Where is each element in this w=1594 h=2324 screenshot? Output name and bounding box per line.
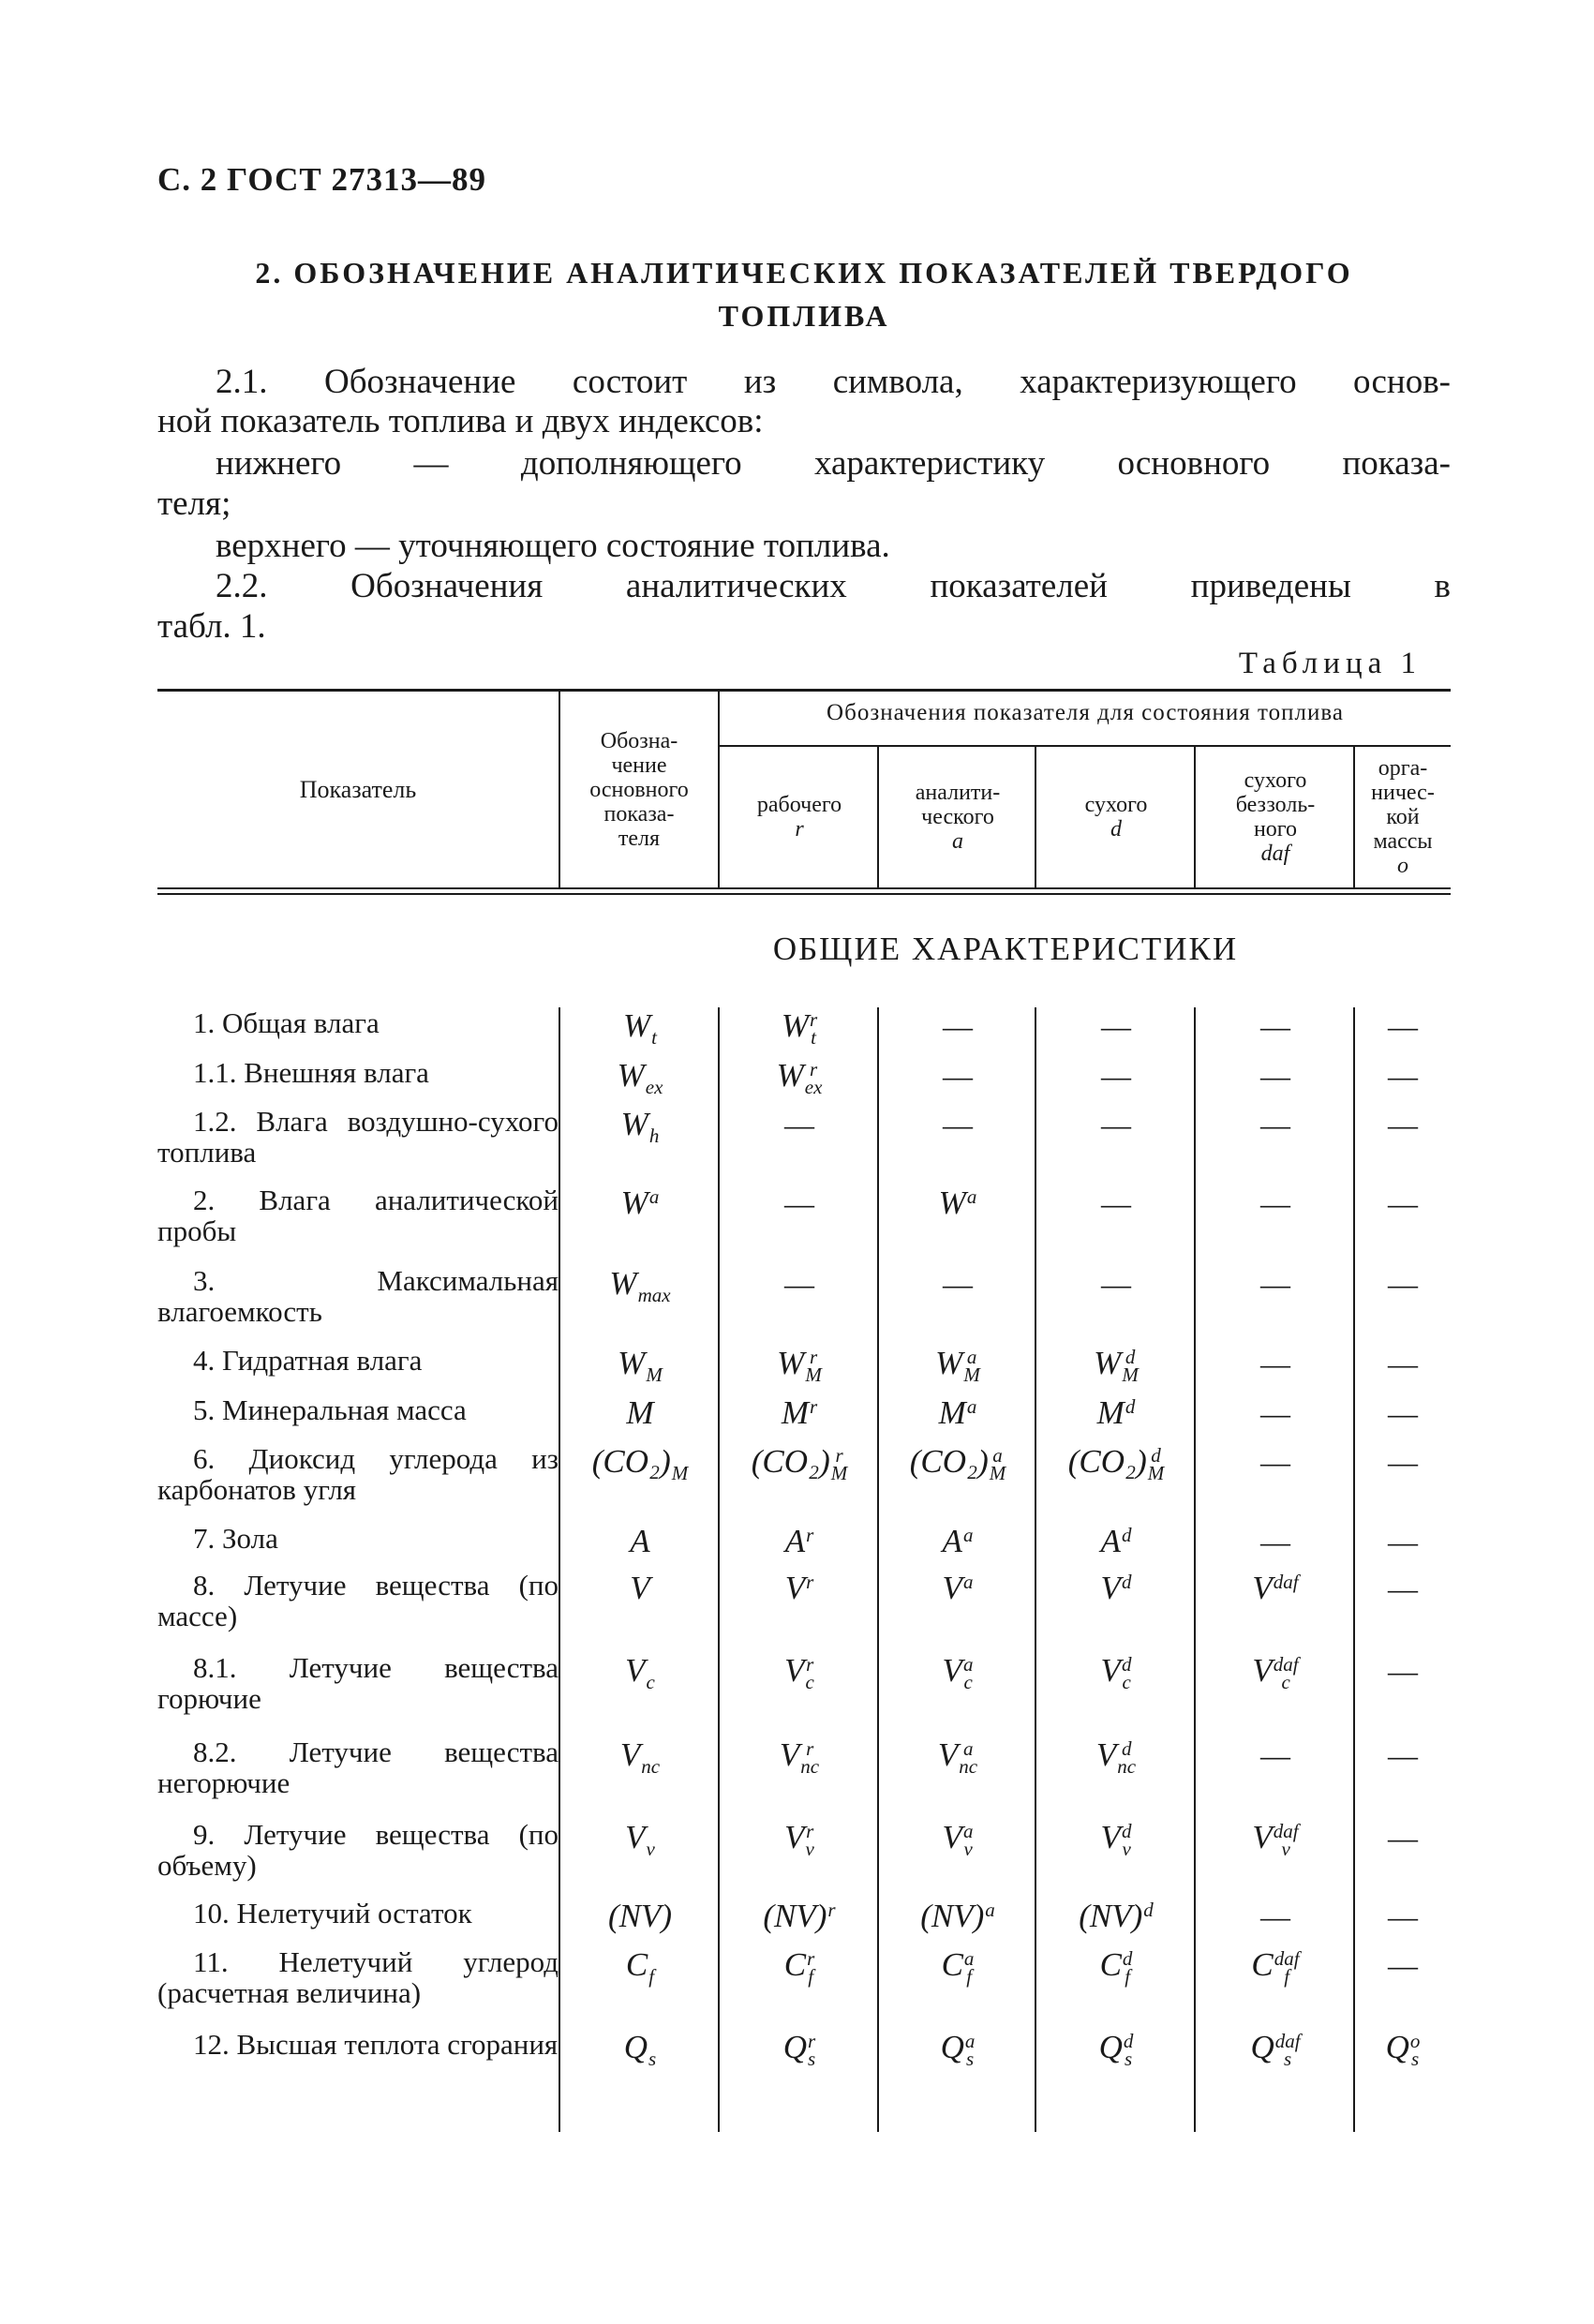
table-header-bottom-rule-2: [157, 893, 1451, 895]
state-symbol: r: [795, 817, 804, 842]
header-vline: [1194, 747, 1196, 888]
designation-r: —: [784, 1108, 814, 1141]
header-indicator: Показатель: [299, 776, 417, 803]
designation-daf: V daf v: [1252, 1819, 1299, 1860]
designation-r: W r ex: [776, 1057, 823, 1098]
paragraph-2-1-line3: нижнего — дополняющего характеристику основного показа-: [216, 444, 1451, 483]
designation-a: V a c: [942, 1652, 974, 1693]
designation-r: V r c: [784, 1652, 814, 1693]
state-label: аналити- ческого: [915, 781, 1001, 829]
designation-d: V d: [1100, 1570, 1132, 1606]
designation-r: (NV) r: [763, 1898, 836, 1934]
indicator-name: 8. Летучие вещества (по массе): [157, 1569, 559, 1632]
basic-designation: W t: [623, 1007, 657, 1049]
state-label: сухого беззоль- ного: [1235, 768, 1316, 842]
section-title-line1: 2. ОБОЗНАЧЕНИЕ АНАЛИТИЧЕСКИХ ПОКАЗАТЕЛЕЙ ТВЕРДОГО: [255, 256, 1353, 290]
table-header-bottom-rule: [157, 887, 1451, 889]
designation-r: Q r s: [782, 2029, 816, 2070]
designation-a: —: [943, 1059, 973, 1093]
designation-d: —: [1101, 1059, 1131, 1093]
designation-o: Q o s: [1385, 2029, 1421, 2070]
designation-o: —: [1388, 1186, 1418, 1220]
state-symbol: o: [1397, 854, 1408, 878]
designation-o: —: [1388, 1821, 1418, 1855]
indicator-name: 4. Гидратная влага: [193, 1344, 423, 1377]
section-general-characteristics: ОБЩИЕ ХАРАКТЕРИСТИКИ: [772, 931, 1239, 967]
designation-r: W r M: [777, 1345, 822, 1386]
header-vline: [1035, 747, 1036, 888]
basic-designation: (CO₂) M: [591, 1443, 689, 1484]
table-caption: Таблица 1: [1238, 647, 1422, 680]
designation-o: —: [1388, 1108, 1418, 1141]
designation-daf: —: [1260, 1108, 1290, 1141]
designation-a: V a v: [942, 1819, 974, 1860]
designation-a: —: [943, 1009, 973, 1043]
designation-r: (CO₂) r M: [751, 1443, 848, 1484]
basic-designation: (NV): [607, 1898, 673, 1934]
indicator-name: 1.1. Внешняя влага: [193, 1056, 429, 1089]
header-vline: [1353, 747, 1355, 888]
paragraph-2-1-line4: теля;: [157, 484, 231, 523]
designation-o: —: [1388, 1267, 1418, 1301]
designation-r: V r: [784, 1570, 814, 1606]
basic-designation: Q s: [623, 2029, 657, 2070]
paragraph-2-2-line2: табл. 1.: [157, 607, 266, 646]
basic-designation: A: [630, 1523, 650, 1559]
designation-daf: C daf f: [1251, 1946, 1300, 1988]
designation-d: C d f: [1099, 1946, 1133, 1988]
designation-daf: —: [1260, 1347, 1290, 1380]
paragraph-2-2-line1: 2.2. Обозначения аналитических показателей приведены в: [216, 567, 1451, 605]
indicator-name: 2. Влага аналитической пробы: [157, 1184, 559, 1247]
designation-r: —: [784, 1267, 814, 1301]
designation-daf: —: [1260, 1525, 1290, 1558]
designation-daf: —: [1260, 1009, 1290, 1043]
designation-a: Q a s: [940, 2029, 976, 2070]
designation-r: V r nc: [779, 1736, 820, 1778]
designation-d: —: [1101, 1009, 1131, 1043]
designation-d: V d v: [1100, 1819, 1132, 1860]
designation-o: —: [1388, 1059, 1418, 1093]
designation-o: —: [1388, 1525, 1418, 1558]
basic-designation: C f: [625, 1946, 655, 1988]
header-vline: [877, 747, 879, 888]
designation-o: —: [1388, 1396, 1418, 1430]
designation-d: A d: [1100, 1523, 1132, 1559]
indicator-name: 1.2. Влага воздушно-сухого топлива: [157, 1105, 559, 1169]
designation-a: V a: [942, 1570, 974, 1606]
designation-r: —: [784, 1186, 814, 1220]
basic-designation: V nc: [619, 1736, 661, 1778]
paragraph-2-1-line5: верхнего — уточняющего состояние топлива.: [216, 527, 890, 565]
table-1: [157, 689, 1451, 2132]
designation-o: —: [1388, 1654, 1418, 1688]
basic-designation: W ex: [617, 1057, 663, 1098]
header-state-d: [1036, 749, 1196, 886]
indicator-name: 12. Высшая теплота сгорания: [193, 2028, 559, 2061]
designation-o: —: [1388, 1347, 1418, 1380]
basic-designation: V c: [625, 1652, 655, 1693]
indicator-name: 6. Диоксид углерода из карбонатов угля: [157, 1442, 559, 1506]
designation-daf: V daf: [1252, 1570, 1299, 1606]
designation-d: Q d s: [1098, 2029, 1134, 2070]
designation-d: V d c: [1100, 1652, 1132, 1693]
designation-r: C r f: [783, 1946, 815, 1988]
section-title: [157, 251, 1451, 337]
indicator-name: 8.2. Летучие вещества негорючие: [157, 1736, 559, 1799]
paragraph-2-1-line1: 2.1. Обозначение состоит из символа, характеризующего основ-: [216, 363, 1451, 401]
indicator-name: 9. Летучие вещества (по объему): [157, 1818, 559, 1882]
basic-designation: M: [626, 1394, 654, 1431]
designation-a: A a: [942, 1523, 974, 1559]
state-label: сухого: [1084, 793, 1148, 817]
designation-o: —: [1388, 1572, 1418, 1605]
designation-o: —: [1388, 1899, 1418, 1933]
designation-d: W d M: [1094, 1345, 1139, 1386]
header-vline: [718, 692, 720, 888]
basic-designation: W M: [618, 1345, 663, 1386]
designation-r: V r v: [784, 1819, 814, 1860]
designation-r: W r t: [781, 1007, 818, 1049]
basic-designation: W a: [620, 1184, 660, 1221]
designation-d: —: [1101, 1267, 1131, 1301]
state-label: орга- ничес- кой массы: [1371, 756, 1435, 854]
table-top-rule: [157, 689, 1451, 692]
designation-daf: Q daf s: [1250, 2029, 1301, 2070]
designation-d: (CO₂) d M: [1067, 1443, 1165, 1484]
designation-d: —: [1101, 1108, 1131, 1141]
indicator-name: 1. Общая влага: [193, 1006, 380, 1039]
section-title-line2: ТОПЛИВА: [718, 299, 890, 333]
designation-daf: —: [1260, 1267, 1290, 1301]
designation-d: V d nc: [1095, 1736, 1137, 1778]
designation-o: —: [1388, 1948, 1418, 1982]
designation-daf: V daf c: [1252, 1652, 1299, 1693]
state-label: рабочего: [756, 793, 842, 817]
indicator-name: 5. Минеральная масса: [193, 1393, 467, 1426]
designation-o: —: [1388, 1738, 1418, 1772]
header-vline: [559, 692, 560, 888]
header-state-a: [879, 749, 1036, 886]
page-header: С. 2 ГОСТ 27313—89: [157, 161, 486, 198]
header-state-o: [1355, 749, 1451, 886]
designation-r: M r: [781, 1394, 818, 1431]
designation-a: W a M: [935, 1345, 980, 1386]
designation-a: —: [943, 1267, 973, 1301]
basic-designation: V: [630, 1570, 650, 1606]
state-symbol: a: [952, 829, 963, 854]
designation-a: (NV) a: [920, 1898, 995, 1934]
indicator-name: 11. Нелетучий углерод (расчетная величина): [157, 1945, 559, 2009]
header-state-r: [720, 749, 879, 886]
designation-a: (CO₂) a M: [909, 1443, 1006, 1484]
basic-designation: W h: [620, 1106, 660, 1147]
designation-o: —: [1388, 1445, 1418, 1479]
basic-designation: W max: [609, 1265, 671, 1306]
designation-d: —: [1101, 1186, 1131, 1220]
designation-daf: —: [1260, 1059, 1290, 1093]
designation-daf: —: [1260, 1899, 1290, 1933]
designation-daf: —: [1260, 1445, 1290, 1479]
designation-a: M a: [938, 1394, 977, 1431]
indicator-name: 3. Максимальная влагоемкость: [157, 1264, 559, 1328]
designation-daf: —: [1260, 1186, 1290, 1220]
indicator-name: 10. Нелетучий остаток: [193, 1897, 472, 1929]
designation-a: W a: [938, 1184, 977, 1221]
header-basic-designation: Обозна- чение основного показа- теля: [589, 729, 689, 851]
designation-daf: —: [1260, 1738, 1290, 1772]
basic-designation: V v: [625, 1819, 655, 1860]
designation-a: —: [943, 1108, 973, 1141]
designation-d: M d: [1096, 1394, 1136, 1431]
header-state-group: Обозначения показателя для состояния топлива: [827, 700, 1344, 725]
designation-a: C a f: [941, 1946, 975, 1988]
indicator-name: 8.1. Летучие вещества горючие: [157, 1651, 559, 1715]
designation-d: (NV) d: [1079, 1898, 1154, 1934]
state-symbol: daf: [1260, 842, 1290, 866]
indicator-name: 7. Зола: [193, 1522, 278, 1555]
header-group-divider: [720, 745, 1451, 747]
paragraph-2-1-line2: ной показатель топлива и двух индексов:: [157, 402, 764, 440]
designation-r: A r: [784, 1523, 814, 1559]
header-state-daf: [1196, 749, 1355, 886]
state-symbol: d: [1110, 817, 1122, 842]
designation-o: —: [1388, 1009, 1418, 1043]
designation-daf: —: [1260, 1396, 1290, 1430]
designation-a: V a nc: [937, 1736, 978, 1778]
